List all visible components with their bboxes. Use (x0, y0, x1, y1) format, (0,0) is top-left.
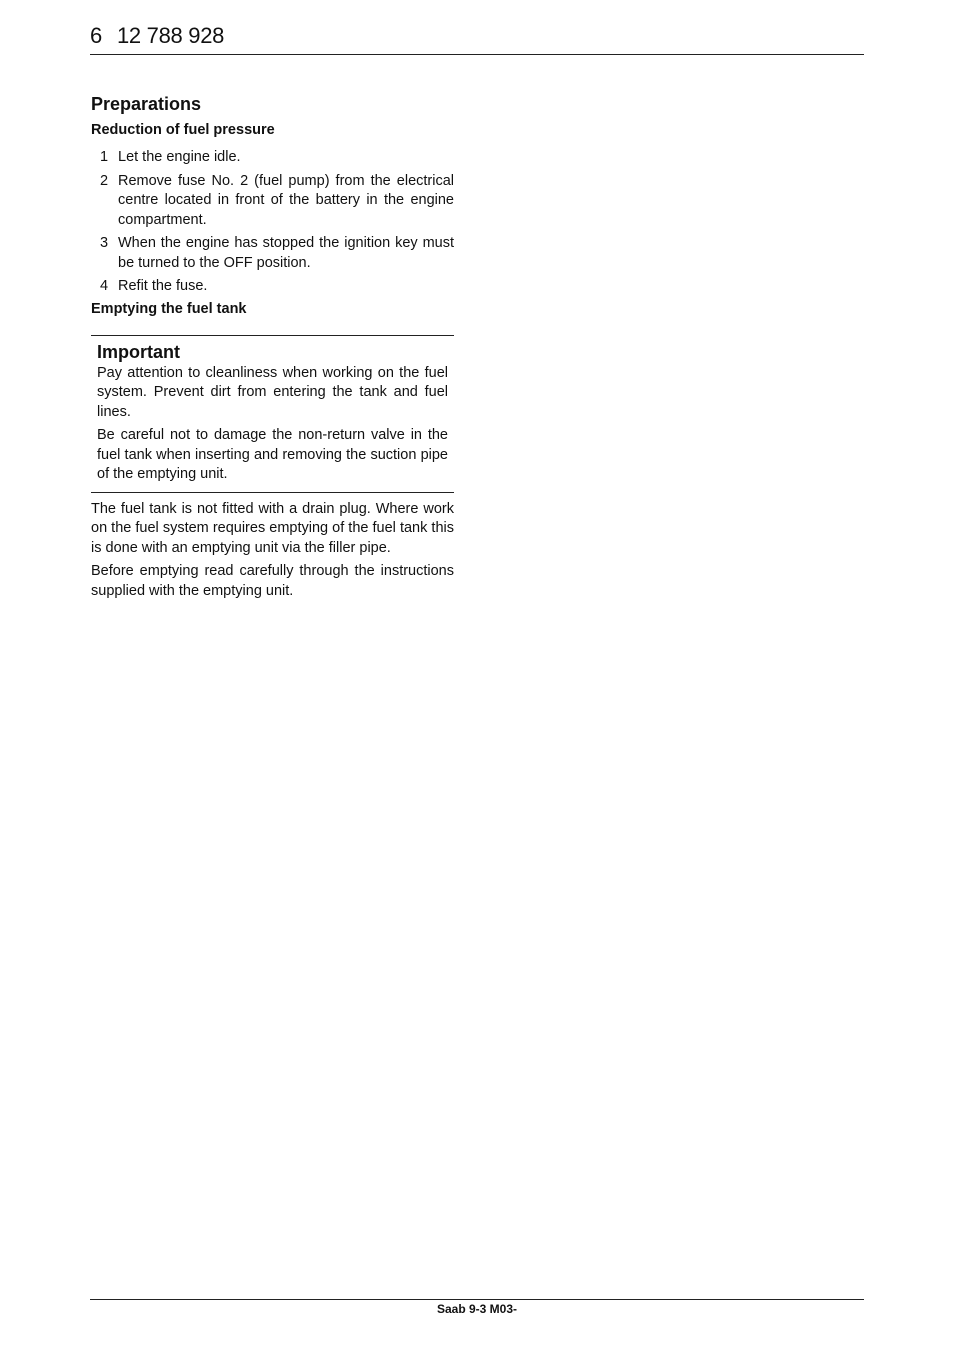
section-heading-fuel-pressure: Reduction of fuel pressure (91, 122, 275, 138)
section-heading-emptying: Emptying the fuel tank (91, 300, 247, 317)
steps-list (91, 148, 454, 297)
step-text: Let the engine idle. (118, 149, 241, 165)
step-number: 3 (100, 235, 109, 251)
important-paragraph: Be careful not to damage the non-return valve in the fuel tank when inserting and removing the suction pipe of the emptying unit. (97, 427, 448, 482)
step-number: 1 (100, 149, 109, 165)
footer-text: Saab 9-3 M03- (436, 1302, 518, 1316)
step-text: Remove fuse No. 2 (fuel pump) from the electrical centre located in front of the battery in the engine compartment. (118, 172, 454, 228)
body-paragraph: The fuel tank is not fitted with a drain plug. Where work on the fuel system requires emptying of the fuel tank this is done with an emptying unit via the filler pipe. (91, 500, 454, 556)
step-number: 4 (100, 278, 109, 294)
body-paragraph: Before emptying read carefully through the instructions supplied with the emptying unit. (91, 563, 454, 599)
list-item (91, 148, 454, 168)
list-item (91, 234, 454, 273)
page-header (90, 20, 864, 55)
list-item (91, 172, 454, 231)
page-number: 6 (90, 23, 103, 48)
page-title: Preparations (91, 94, 202, 114)
step-number: 2 (100, 172, 109, 189)
list-item (91, 277, 454, 297)
page-footer (90, 1299, 864, 1318)
step-text: Refit the fuse. (118, 278, 208, 294)
important-title: Important (97, 341, 180, 362)
step-text: When the engine has stopped the ignition key must be turned to the OFF position. (118, 235, 454, 271)
important-notice (91, 335, 454, 493)
important-paragraph: Pay attention to cleanliness when working on the fuel system. Prevent dirt from entering the tank and fuel lines. (97, 364, 448, 420)
main-content (91, 94, 454, 601)
document-number: 12 788 928 (117, 23, 225, 48)
